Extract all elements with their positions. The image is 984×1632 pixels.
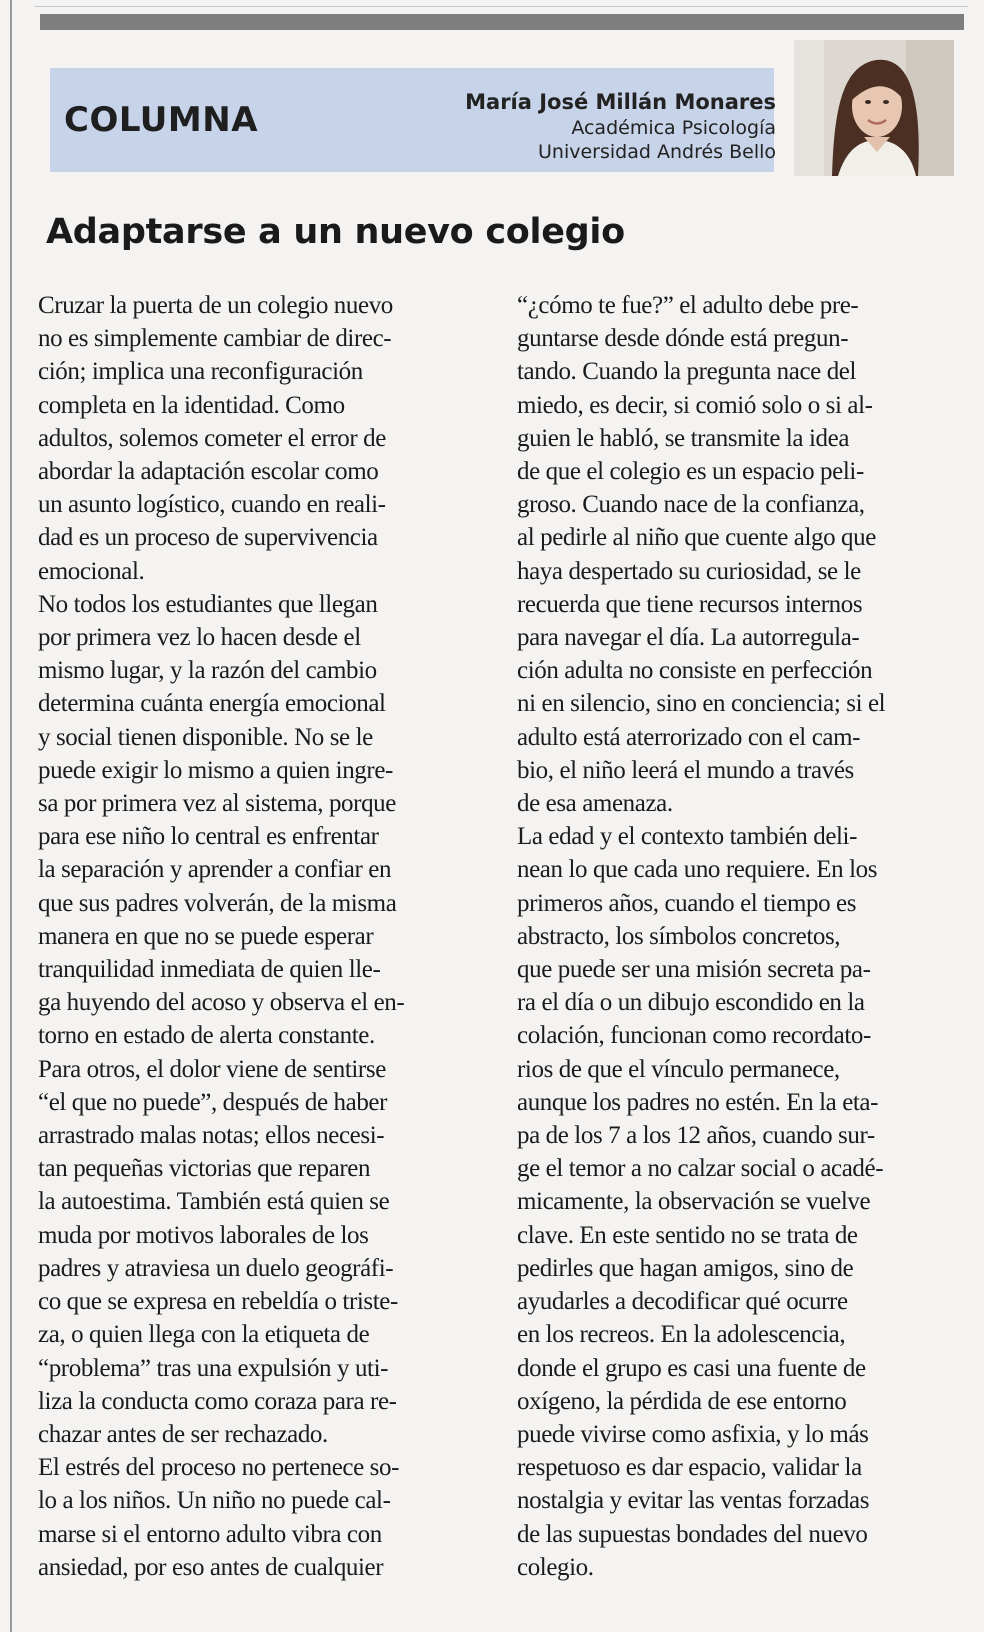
author-institution: Universidad Andrés Bello — [538, 141, 776, 163]
text-line: recuerda que tiene recursos internos — [517, 590, 863, 618]
top-frame — [34, 0, 968, 7]
text-line: haya despertado su curiosidad, se le — [517, 557, 861, 585]
text-line: “el que no puede”, después de haber — [38, 1088, 388, 1116]
text-line: miedo, es decir, si comió solo o si al- — [517, 391, 873, 419]
text-line: tando. Cuando la pregunta nace del — [517, 358, 857, 386]
article-right-column — [517, 289, 969, 1584]
text-line: colegio. — [517, 1553, 594, 1581]
text-line: ni en silencio, sino en conciencia; si el — [517, 690, 886, 718]
text-line: emocional. — [38, 557, 145, 585]
text-line: Cruzar la puerta de un colegio nuevo — [38, 292, 393, 319]
text-line: “¿cómo te fue?” el adulto debe pre- — [517, 292, 859, 319]
text-line: liza la conducta como coraza para re- — [38, 1387, 397, 1415]
text-line: oxígeno, la pérdida de ese entorno — [517, 1387, 847, 1415]
text-line: ayudarles a decodificar qué ocurre — [517, 1288, 848, 1316]
text-line: la separación y aprender a confiar en — [38, 856, 392, 884]
text-line: de que el colegio es un espacio peli- — [517, 458, 864, 486]
text-line: respetuoso es dar espacio, validar la — [517, 1454, 862, 1482]
text-line: groso. Cuando nace de la confianza, — [517, 491, 865, 519]
text-line: mismo lugar, y la razón del cambio — [38, 657, 377, 685]
text-line: por primera vez lo hacen desde el — [38, 624, 361, 652]
text-line: no es simplemente cambiar de direc- — [38, 325, 392, 353]
text-line: padres y atraviesa un duelo geográfi- — [38, 1254, 394, 1282]
text-line: ción adulta no consiste en perfección — [517, 657, 873, 685]
text-line: para ese niño lo central es enfrentar — [38, 823, 379, 851]
author-byline — [465, 88, 776, 164]
section-label: COLUMNA — [64, 100, 259, 140]
text-line: No todos los estudiantes que llegan — [38, 590, 378, 618]
text-line: ga huyendo del acoso y observa el en- — [38, 989, 405, 1017]
text-line: completa en la identidad. Como — [38, 391, 345, 419]
text-line: ansiedad, por eso antes de cualquier — [38, 1553, 384, 1581]
text-line: muda por motivos laborales de los — [38, 1221, 369, 1249]
text-line: manera en que no se puede esperar — [38, 922, 374, 950]
page-edge-rule — [10, 0, 12, 1632]
text-line: determina cuánta energía emocional — [38, 690, 386, 718]
text-line: torno en estado de alerta constante. — [38, 1022, 375, 1050]
text-line: “problema” tras una expulsión y uti- — [38, 1354, 389, 1382]
text-line: co que se expresa en rebeldía o triste- — [38, 1288, 398, 1316]
text-line: marse si el entorno adulto vibra con — [38, 1520, 382, 1548]
text-line: donde el grupo es casi una fuente de — [517, 1354, 866, 1382]
text-line: El estrés del proceso no pertenece so- — [38, 1454, 400, 1482]
text-line: en los recreos. En la adolescencia, — [517, 1321, 846, 1349]
text-line: que sus padres volverán, de la misma — [38, 889, 397, 917]
text-line: pa de los 7 a los 12 años, cuando sur- — [517, 1122, 875, 1150]
article-title: Adaptarse a un nuevo colegio — [46, 212, 625, 252]
author-role: Académica Psicología — [571, 117, 776, 139]
text-line: guien le habló, se transmite la idea — [517, 424, 850, 452]
text-line: rios de que el vínculo permanece, — [517, 1055, 840, 1083]
text-line: nostalgia y evitar las ventas forzadas — [517, 1487, 870, 1515]
text-line: sa por primera vez al sistema, porque — [38, 790, 396, 818]
text-line: abordar la adaptación escolar como — [38, 458, 379, 486]
text-line: tranquilidad inmediata de quien lle- — [38, 956, 381, 984]
author-photo — [794, 40, 954, 176]
article-left-column — [38, 289, 488, 1584]
text-line: ra el día o un dibujo escondido en la — [517, 989, 865, 1017]
text-line: pedirles que hagan amigos, sino de — [517, 1254, 854, 1282]
text-line: clave. En este sentido no se trata de — [517, 1221, 858, 1249]
text-line: abstracto, los símbolos concretos, — [517, 922, 841, 950]
text-line: de esa amenaza. — [517, 790, 673, 818]
text-line: guntarse desde dónde está pregun- — [517, 325, 849, 353]
text-line: adultos, solemos cometer el error de — [38, 424, 386, 452]
text-line: de las supuestas bondades del nuevo — [517, 1520, 868, 1548]
text-line: micamente, la observación se vuelve — [517, 1188, 871, 1216]
text-line: que puede ser una misión secreta pa- — [517, 956, 871, 984]
text-line: za, o quien llega con la etiqueta de — [38, 1321, 370, 1349]
text-line: tan pequeñas victorias que reparen — [38, 1155, 371, 1183]
text-line: dad es un proceso de supervivencia — [38, 524, 378, 552]
text-line: bio, el niño leerá el mundo a través — [517, 756, 854, 784]
text-line: colación, funcionan como recordato- — [517, 1022, 871, 1050]
text-line: puede vivirse como asfixia, y lo más — [517, 1420, 869, 1448]
text-line: al pedirle al niño que cuente algo que — [517, 524, 876, 552]
text-line: nean lo que cada uno requiere. En los — [517, 856, 878, 884]
top-gray-bar — [40, 14, 964, 30]
author-portrait-illustration — [794, 40, 954, 176]
text-line: la autoestima. También está quien se — [38, 1188, 390, 1216]
text-line: chazar antes de ser rechazado. — [38, 1420, 328, 1448]
text-line: aunque los padres no estén. En la eta- — [517, 1088, 879, 1116]
text-line: adulto está aterrorizado con el cam- — [517, 723, 861, 751]
text-line: ge el temor a no calzar social o acadé- — [517, 1155, 884, 1183]
text-line: y social tienen disponible. No se le — [38, 723, 373, 751]
text-line: ción; implica una reconfiguración — [38, 358, 363, 386]
text-line: puede exigir lo mismo a quien ingre- — [38, 756, 393, 784]
text-line: primeros años, cuando el tiempo es — [517, 889, 857, 917]
text-line: La edad y el contexto también deli- — [517, 823, 858, 851]
text-line: arrastrado malas notas; ellos necesi- — [38, 1122, 385, 1150]
author-name: María José Millán Monares — [465, 90, 776, 114]
text-line: lo a los niños. Un niño no puede cal- — [38, 1487, 391, 1515]
text-line: Para otros, el dolor viene de sentirse — [38, 1055, 386, 1083]
text-line: un asunto logístico, cuando en reali- — [38, 491, 386, 519]
text-line: para navegar el día. La autorregula- — [517, 624, 860, 652]
